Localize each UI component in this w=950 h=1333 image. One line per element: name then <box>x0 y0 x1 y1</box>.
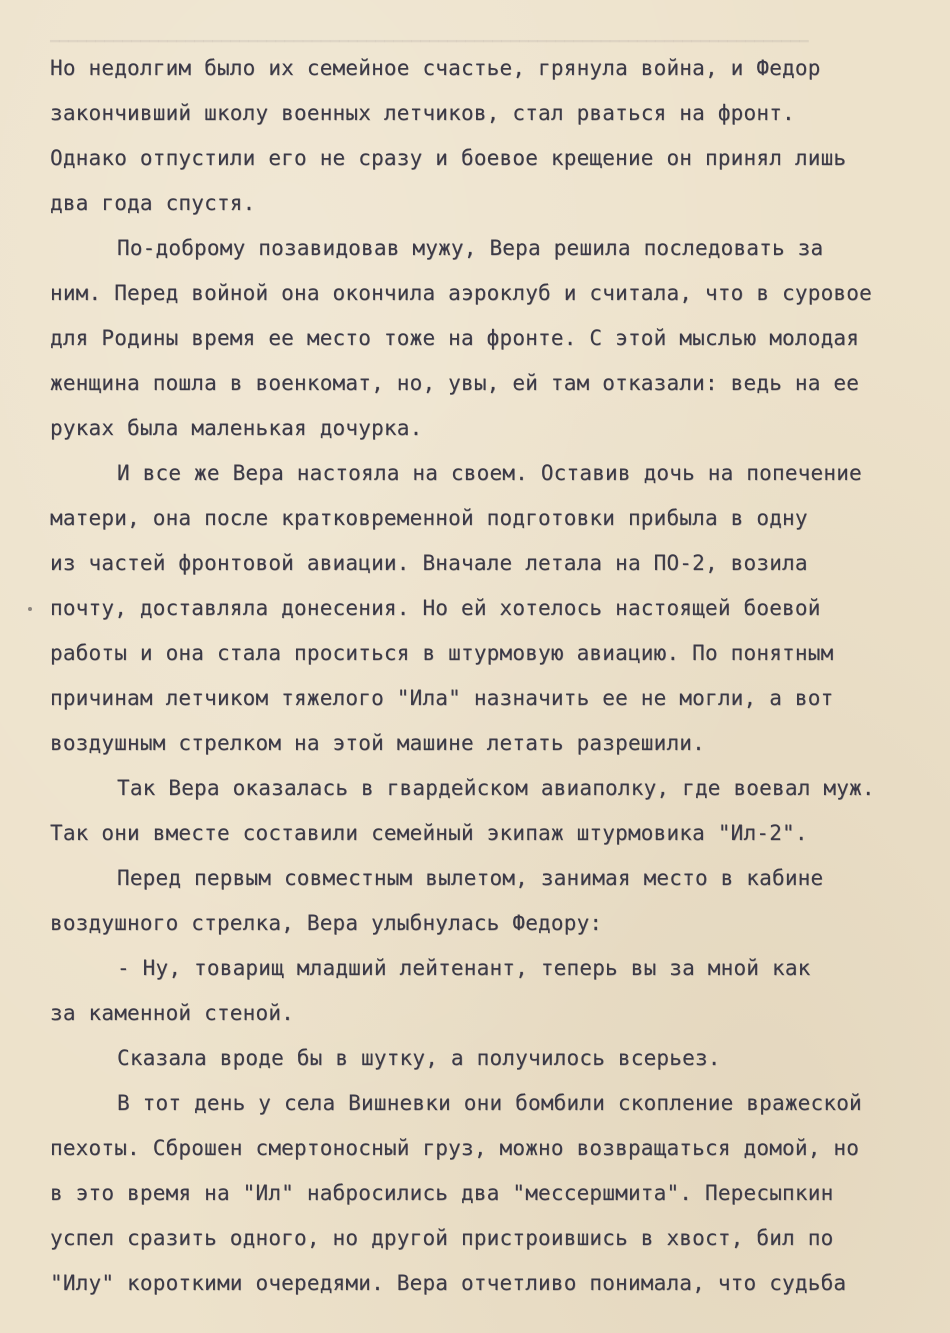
text-line: В тот день у села Вишневки они бомбили скопление вражеской <box>117 1091 862 1115</box>
text-line: Сказала вроде бы в шутку, а получилось всерьез. <box>117 1046 721 1070</box>
text-line: в это время на "Ил" набросились два "мессершмита". Пересыпкин <box>50 1181 834 1205</box>
text-line: руках была маленькая дочурка. <box>50 416 423 440</box>
bleed-through-texture: ▔▔▔▔▔▔▔▔▔▔▔▔▔▔▔▔▔▔▔▔▔▔▔▔▔▔▔▔▔▔▔▔▔▔▔▔▔▔▔▔▔▔▔▔▔▔▔▔▔▔▔▔▔▔▔▔▔▔▔▔▔▔▔▔▔▔▔▔▔▔▔▔▔▔▔▔▔▔▔▔▔▔▔▔ <box>50 40 809 58</box>
text-line: Но недолгим было их семейное счастье, грянула война, и Федор <box>50 56 821 80</box>
text-line: закончивший школу военных летчиков, стал рваться на фронт. <box>50 101 795 125</box>
text-line: По-доброму позавидовав мужу, Вера решила последовать за <box>117 236 824 260</box>
text-line: матери, она после кратковременной подготовки прибыла в одну <box>50 506 808 530</box>
text-line: два года спустя. <box>50 191 256 215</box>
text-line: работы и она стала проситься в штурмовую авиацию. По понятным <box>50 641 834 665</box>
text-line: успел сразить одного, но другой пристроившись в хвост, бил по <box>50 1226 834 1250</box>
text-line: воздушным стрелком на этой машине летать разрешили. <box>50 731 705 755</box>
text-line: для Родины время ее место тоже на фронте. С этой мыслью молодая <box>50 326 860 350</box>
text-line: - Ну, товарищ младший лейтенант, теперь вы за мной как <box>117 956 811 980</box>
text-line: Так Вера оказалась в гвардейском авиаполку, где воевал муж. <box>117 776 875 800</box>
text-line: причинам летчиком тяжелого "Ила" назначить ее не могли, а вот <box>50 686 834 710</box>
text-line: почту, доставляла донесения. Но ей хотелось настоящей боевой <box>50 596 821 620</box>
text-line: Перед первым совместным вылетом, занимая место в кабине <box>117 866 824 890</box>
text-line: женщина пошла в военкомат, но, увы, ей там отказали: ведь на ее <box>50 371 860 395</box>
text-line: воздушного стрелка, Вера улыбнулась Федору: <box>50 911 603 935</box>
text-line: "Илу" короткими очередями. Вера отчетливо понимала, что судьба <box>50 1271 847 1295</box>
text-line: из частей фронтовой авиации. Вначале летала на ПО-2, возила <box>50 551 808 575</box>
text-line: пехоты. Сброшен смертоносный груз, можно возвращаться домой, но <box>50 1136 860 1160</box>
text-line: ним. Перед войной она окончила аэроклуб и считала, что в суровое <box>50 281 872 305</box>
text-line: за каменной стеной. <box>50 1001 295 1025</box>
text-line: И все же Вера настояла на своем. Оставив дочь на попечение <box>117 461 862 485</box>
text-line: Однако отпустили его не сразу и боевое крещение он принял лишь <box>50 146 847 170</box>
text-line: Так они вместе составили семейный экипаж штурмовика "Ил-2". <box>50 821 808 845</box>
